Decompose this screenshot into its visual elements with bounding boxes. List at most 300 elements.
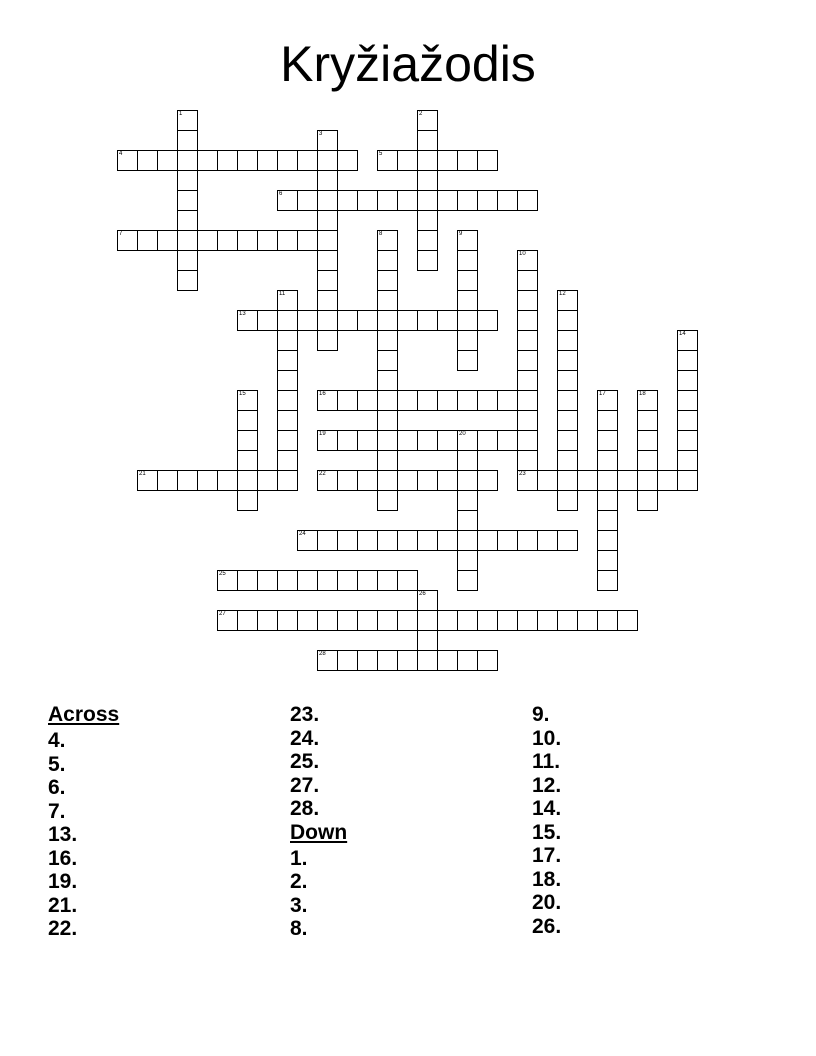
clue-down-20: 20. <box>532 891 562 914</box>
grid-cell[interactable] <box>237 230 258 251</box>
grid-cell[interactable] <box>277 470 298 491</box>
grid-cell[interactable] <box>457 190 478 211</box>
grid-cell[interactable] <box>417 310 438 331</box>
grid-cell[interactable] <box>597 610 618 631</box>
grid-cell[interactable] <box>457 230 478 251</box>
grid-cell[interactable] <box>277 230 298 251</box>
grid-cell[interactable] <box>317 650 338 671</box>
grid-cell[interactable] <box>617 610 638 631</box>
grid-cell[interactable] <box>357 470 378 491</box>
grid-cell[interactable] <box>637 490 658 511</box>
grid-cell[interactable] <box>457 310 478 331</box>
grid-cell[interactable] <box>357 310 378 331</box>
clue-number: 16 <box>319 391 326 397</box>
grid-cell[interactable] <box>457 330 478 351</box>
grid-cell[interactable] <box>677 350 698 371</box>
grid-cell[interactable] <box>457 570 478 591</box>
grid-cell[interactable] <box>317 430 338 451</box>
grid-cell[interactable] <box>257 150 278 171</box>
grid-cell[interactable] <box>357 190 378 211</box>
grid-cell[interactable] <box>417 150 438 171</box>
clue-column-2 <box>290 703 510 941</box>
grid-cell[interactable] <box>177 250 198 271</box>
clue-number: 25 <box>219 571 226 577</box>
grid-cell[interactable] <box>457 150 478 171</box>
grid-cell[interactable] <box>477 310 498 331</box>
grid-cell[interactable] <box>277 430 298 451</box>
grid-cell[interactable] <box>397 530 418 551</box>
grid-cell[interactable] <box>497 530 518 551</box>
grid-cell[interactable] <box>557 290 578 311</box>
clue-across-5: 5. <box>48 752 66 776</box>
grid-cell[interactable] <box>237 150 258 171</box>
grid-cell[interactable] <box>357 530 378 551</box>
grid-cell[interactable] <box>477 190 498 211</box>
down-header: Down <box>290 820 348 844</box>
grid-cell[interactable] <box>557 430 578 451</box>
clue-number: 4 <box>119 151 123 157</box>
grid-cell[interactable] <box>437 530 458 551</box>
grid-cell[interactable] <box>237 470 258 491</box>
grid-cell[interactable] <box>677 370 698 391</box>
grid-cell[interactable] <box>277 150 298 171</box>
grid-cell[interactable] <box>297 190 318 211</box>
grid-cell[interactable] <box>557 470 578 491</box>
grid-cell[interactable] <box>517 350 538 371</box>
grid-cell[interactable] <box>597 450 618 471</box>
grid-cell[interactable] <box>257 310 278 331</box>
grid-cell[interactable] <box>517 410 538 431</box>
grid-cell[interactable] <box>277 190 298 211</box>
clue-across-6: 6. <box>48 776 66 799</box>
grid-cell[interactable] <box>597 510 618 531</box>
grid-cell[interactable] <box>457 510 478 531</box>
grid-cell[interactable] <box>477 390 498 411</box>
grid-cell[interactable] <box>517 290 538 311</box>
grid-cell[interactable] <box>337 470 358 491</box>
grid-cell[interactable] <box>337 310 358 331</box>
grid-cell[interactable] <box>177 210 198 231</box>
clue-down-1: 1. <box>290 846 308 870</box>
clue-down-8: 8. <box>290 917 308 940</box>
grid-cell[interactable] <box>577 470 598 491</box>
grid-cell[interactable] <box>517 190 538 211</box>
grid-cell[interactable] <box>597 570 618 591</box>
grid-cell[interactable] <box>557 490 578 511</box>
clue-across-19: 19. <box>48 870 78 893</box>
grid-cell[interactable] <box>337 150 358 171</box>
grid-cell[interactable] <box>177 110 198 131</box>
grid-cell[interactable] <box>317 210 338 231</box>
grid-cell[interactable] <box>437 650 458 671</box>
grid-cell[interactable] <box>517 430 538 451</box>
grid-cell[interactable] <box>517 530 538 551</box>
grid-cell[interactable] <box>177 470 198 491</box>
grid-cell[interactable] <box>257 470 278 491</box>
grid-cell[interactable] <box>337 430 358 451</box>
grid-cell[interactable] <box>457 390 478 411</box>
grid-cell[interactable] <box>377 570 398 591</box>
clue-across-23: 23. <box>290 703 320 726</box>
grid-cell[interactable] <box>177 170 198 191</box>
grid-cell[interactable] <box>257 610 278 631</box>
grid-cell[interactable] <box>477 430 498 451</box>
grid-cell[interactable] <box>457 450 478 471</box>
grid-cell[interactable] <box>517 470 538 491</box>
grid-cell[interactable] <box>557 350 578 371</box>
grid-cell[interactable] <box>397 430 418 451</box>
grid-cell[interactable] <box>237 490 258 511</box>
grid-cell[interactable] <box>317 390 338 411</box>
grid-cell[interactable] <box>577 610 598 631</box>
grid-cell[interactable] <box>117 150 138 171</box>
page-title: Kryžiažodis <box>280 36 536 92</box>
grid-cell[interactable] <box>417 650 438 671</box>
grid-cell[interactable] <box>417 250 438 271</box>
grid-cell[interactable] <box>217 570 238 591</box>
grid-cell[interactable] <box>417 170 438 191</box>
grid-cell[interactable] <box>377 330 398 351</box>
clue-down-10: 10. <box>532 726 562 750</box>
grid-cell[interactable] <box>277 290 298 311</box>
grid-cell[interactable] <box>437 470 458 491</box>
grid-cell[interactable] <box>457 270 478 291</box>
grid-cell[interactable] <box>377 390 398 411</box>
grid-cell[interactable] <box>557 530 578 551</box>
grid-cell[interactable] <box>317 330 338 351</box>
grid-cell[interactable] <box>277 450 298 471</box>
grid-cell[interactable] <box>317 530 338 551</box>
grid-cell[interactable] <box>457 530 478 551</box>
clue-number: 15 <box>239 391 246 397</box>
grid-cell[interactable] <box>437 190 458 211</box>
grid-cell[interactable] <box>317 170 338 191</box>
grid-cell[interactable] <box>517 390 538 411</box>
grid-cell[interactable] <box>317 150 338 171</box>
grid-cell[interactable] <box>557 450 578 471</box>
grid-cell[interactable] <box>597 530 618 551</box>
clue-down-2: 2. <box>290 870 308 893</box>
clue-number: 13 <box>239 311 246 317</box>
grid-cell[interactable] <box>477 650 498 671</box>
grid-cell[interactable] <box>297 310 318 331</box>
grid-cell[interactable] <box>677 390 698 411</box>
grid-cell[interactable] <box>377 450 398 471</box>
grid-cell[interactable] <box>277 570 298 591</box>
grid-cell[interactable] <box>217 150 238 171</box>
grid-cell[interactable] <box>557 410 578 431</box>
grid-cell[interactable] <box>517 330 538 351</box>
grid-cell[interactable] <box>457 430 478 451</box>
grid-cell[interactable] <box>397 650 418 671</box>
grid-cell[interactable] <box>137 230 158 251</box>
grid-cell[interactable] <box>417 470 438 491</box>
clue-number: 22 <box>319 471 326 477</box>
grid-cell[interactable] <box>237 430 258 451</box>
clue-number: 19 <box>319 431 326 437</box>
grid-cell[interactable] <box>397 470 418 491</box>
grid-cell[interactable] <box>357 390 378 411</box>
clue-down-17: 17. <box>532 844 562 867</box>
grid-cell[interactable] <box>377 370 398 391</box>
grid-cell[interactable] <box>497 430 518 451</box>
grid-cell[interactable] <box>277 610 298 631</box>
grid-cell[interactable] <box>537 530 558 551</box>
grid-cell[interactable] <box>637 430 658 451</box>
clue-down-26: 26. <box>532 914 562 938</box>
grid-cell[interactable] <box>377 650 398 671</box>
grid-cell[interactable] <box>197 470 218 491</box>
grid-cell[interactable] <box>377 410 398 431</box>
grid-cell[interactable] <box>177 130 198 151</box>
grid-cell[interactable] <box>157 150 178 171</box>
clue-number: 7 <box>119 231 123 237</box>
grid-cell[interactable] <box>537 610 558 631</box>
grid-cell[interactable] <box>377 270 398 291</box>
grid-cell[interactable] <box>377 470 398 491</box>
grid-cell[interactable] <box>417 390 438 411</box>
grid-cell[interactable] <box>597 390 618 411</box>
clue-number: 21 <box>139 471 146 477</box>
grid-cell[interactable] <box>297 230 318 251</box>
grid-cell[interactable] <box>417 530 438 551</box>
clue-down-12: 12. <box>532 773 562 797</box>
grid-cell[interactable] <box>497 390 518 411</box>
grid-cell[interactable] <box>457 290 478 311</box>
grid-cell[interactable] <box>457 350 478 371</box>
clue-across-28: 28. <box>290 797 320 820</box>
clue-down-9: 9. <box>532 703 550 726</box>
grid-cell[interactable] <box>317 470 338 491</box>
grid-cell[interactable] <box>477 150 498 171</box>
grid-cell[interactable] <box>437 150 458 171</box>
clue-number: 18 <box>639 391 646 397</box>
clue-number: 27 <box>219 611 226 617</box>
grid-cell[interactable] <box>157 470 178 491</box>
grid-cell[interactable] <box>417 590 438 611</box>
grid-cell[interactable] <box>497 610 518 631</box>
grid-cell[interactable] <box>397 570 418 591</box>
grid-cell[interactable] <box>237 390 258 411</box>
grid-cell[interactable] <box>257 230 278 251</box>
grid-cell[interactable] <box>377 350 398 371</box>
grid-cell[interactable] <box>417 430 438 451</box>
grid-cell[interactable] <box>417 110 438 131</box>
clue-down-11: 11. <box>532 750 561 773</box>
grid-cell[interactable] <box>277 410 298 431</box>
clue-down-3: 3. <box>290 893 308 917</box>
grid-cell[interactable] <box>457 610 478 631</box>
grid-cell[interactable] <box>357 430 378 451</box>
grid-cell[interactable] <box>477 530 498 551</box>
grid-cell[interactable] <box>457 490 478 511</box>
clue-across-16: 16. <box>48 846 78 870</box>
grid-cell[interactable] <box>677 470 698 491</box>
grid-cell[interactable] <box>377 610 398 631</box>
grid-cell[interactable] <box>177 270 198 291</box>
grid-cell[interactable] <box>157 230 178 251</box>
grid-cell[interactable] <box>377 310 398 331</box>
clue-number: 6 <box>279 191 283 197</box>
grid-cell[interactable] <box>297 570 318 591</box>
grid-cell[interactable] <box>397 190 418 211</box>
grid-cell[interactable] <box>317 230 338 251</box>
grid-cell[interactable] <box>397 150 418 171</box>
grid-cell[interactable] <box>377 290 398 311</box>
grid-cell[interactable] <box>597 410 618 431</box>
grid-cell[interactable] <box>217 610 238 631</box>
grid-cell[interactable] <box>637 450 658 471</box>
grid-cell[interactable] <box>597 550 618 571</box>
grid-cell[interactable] <box>517 270 538 291</box>
grid-cell[interactable] <box>517 310 538 331</box>
grid-cell[interactable] <box>237 570 258 591</box>
grid-cell[interactable] <box>177 150 198 171</box>
grid-cell[interactable] <box>377 150 398 171</box>
grid-cell[interactable] <box>377 490 398 511</box>
grid-cell[interactable] <box>297 150 318 171</box>
grid-cell[interactable] <box>237 450 258 471</box>
grid-cell[interactable] <box>337 610 358 631</box>
grid-cell[interactable] <box>517 450 538 471</box>
grid-cell[interactable] <box>637 470 658 491</box>
grid-cell[interactable] <box>637 390 658 411</box>
grid-cell[interactable] <box>317 290 338 311</box>
grid-cell[interactable] <box>357 650 378 671</box>
grid-cell[interactable] <box>337 530 358 551</box>
grid-cell[interactable] <box>197 230 218 251</box>
grid-cell[interactable] <box>457 550 478 571</box>
grid-cell[interactable] <box>417 230 438 251</box>
grid-cell[interactable] <box>337 390 358 411</box>
grid-cell[interactable] <box>317 270 338 291</box>
grid-cell[interactable] <box>597 430 618 451</box>
clue-number: 8 <box>379 231 383 237</box>
grid-cell[interactable] <box>637 410 658 431</box>
grid-cell[interactable] <box>397 610 418 631</box>
grid-cell[interactable] <box>337 190 358 211</box>
grid-cell[interactable] <box>557 370 578 391</box>
grid-cell[interactable] <box>177 230 198 251</box>
grid-cell[interactable] <box>437 310 458 331</box>
across-header: Across <box>48 703 120 726</box>
grid-cell[interactable] <box>277 310 298 331</box>
grid-cell[interactable] <box>357 570 378 591</box>
grid-cell[interactable] <box>597 490 618 511</box>
grid-cell[interactable] <box>237 610 258 631</box>
grid-cell[interactable] <box>317 250 338 271</box>
grid-cell[interactable] <box>417 190 438 211</box>
grid-cell[interactable] <box>557 610 578 631</box>
clue-number: 1 <box>179 111 183 117</box>
grid-cell[interactable] <box>417 210 438 231</box>
clue-number: 26 <box>419 591 426 597</box>
grid-cell[interactable] <box>457 250 478 271</box>
grid-cell[interactable] <box>297 610 318 631</box>
grid-cell[interactable] <box>337 570 358 591</box>
clue-number: 12 <box>559 291 566 297</box>
grid-cell[interactable] <box>117 230 138 251</box>
grid-cell[interactable] <box>237 410 258 431</box>
grid-cell[interactable] <box>317 610 338 631</box>
grid-cell[interactable] <box>617 470 638 491</box>
grid-cell[interactable] <box>557 310 578 331</box>
grid-cell[interactable] <box>377 230 398 251</box>
grid-cell[interactable] <box>417 610 438 631</box>
grid-cell[interactable] <box>437 610 458 631</box>
grid-cell[interactable] <box>477 610 498 631</box>
grid-cell[interactable] <box>257 570 278 591</box>
grid-cell[interactable] <box>597 470 618 491</box>
grid-cell[interactable] <box>517 250 538 271</box>
grid-cell[interactable] <box>417 630 438 651</box>
grid-cell[interactable] <box>537 470 558 491</box>
grid-cell[interactable] <box>397 390 418 411</box>
grid-cell[interactable] <box>377 250 398 271</box>
grid-cell[interactable] <box>377 190 398 211</box>
grid-cell[interactable] <box>337 650 358 671</box>
grid-cell[interactable] <box>177 190 198 211</box>
clue-across-21: 21. <box>48 893 78 917</box>
grid-cell[interactable] <box>377 530 398 551</box>
grid-cell[interactable] <box>197 150 218 171</box>
grid-cell[interactable] <box>677 430 698 451</box>
grid-cell[interactable] <box>677 450 698 471</box>
grid-cell[interactable] <box>557 330 578 351</box>
grid-cell[interactable] <box>457 470 478 491</box>
grid-cell[interactable] <box>317 570 338 591</box>
grid-cell[interactable] <box>357 610 378 631</box>
grid-cell[interactable] <box>397 310 418 331</box>
clue-across-4: 4. <box>48 729 66 752</box>
grid-cell[interactable] <box>317 190 338 211</box>
grid-cell[interactable] <box>217 470 238 491</box>
grid-cell[interactable] <box>677 410 698 431</box>
grid-cell[interactable] <box>277 350 298 371</box>
grid-cell[interactable] <box>137 470 158 491</box>
grid-cell[interactable] <box>517 370 538 391</box>
clue-number: 5 <box>379 151 383 157</box>
grid-cell[interactable] <box>417 130 438 151</box>
grid-cell[interactable] <box>217 230 238 251</box>
clue-down-18: 18. <box>532 867 562 891</box>
grid-cell[interactable] <box>437 390 458 411</box>
grid-cell[interactable] <box>437 430 458 451</box>
grid-cell[interactable] <box>237 310 258 331</box>
clue-number: 24 <box>299 531 306 537</box>
clue-number: 2 <box>419 111 423 117</box>
grid-cell[interactable] <box>317 310 338 331</box>
clue-across-7: 7. <box>48 799 66 823</box>
grid-cell[interactable] <box>517 610 538 631</box>
grid-cell[interactable] <box>277 330 298 351</box>
grid-cell[interactable] <box>677 330 698 351</box>
clue-number: 10 <box>519 251 526 257</box>
grid-cell[interactable] <box>497 190 518 211</box>
grid-cell[interactable] <box>457 650 478 671</box>
grid-cell[interactable] <box>377 430 398 451</box>
grid-cell[interactable] <box>477 470 498 491</box>
grid-cell[interactable] <box>137 150 158 171</box>
grid-cell[interactable] <box>277 370 298 391</box>
clue-number: 14 <box>679 331 686 337</box>
grid-cell[interactable] <box>297 530 318 551</box>
clue-column-3 <box>532 703 752 938</box>
grid-cell[interactable] <box>277 390 298 411</box>
grid-cell[interactable] <box>657 470 678 491</box>
grid-cell[interactable] <box>557 390 578 411</box>
grid-cell[interactable] <box>317 130 338 151</box>
